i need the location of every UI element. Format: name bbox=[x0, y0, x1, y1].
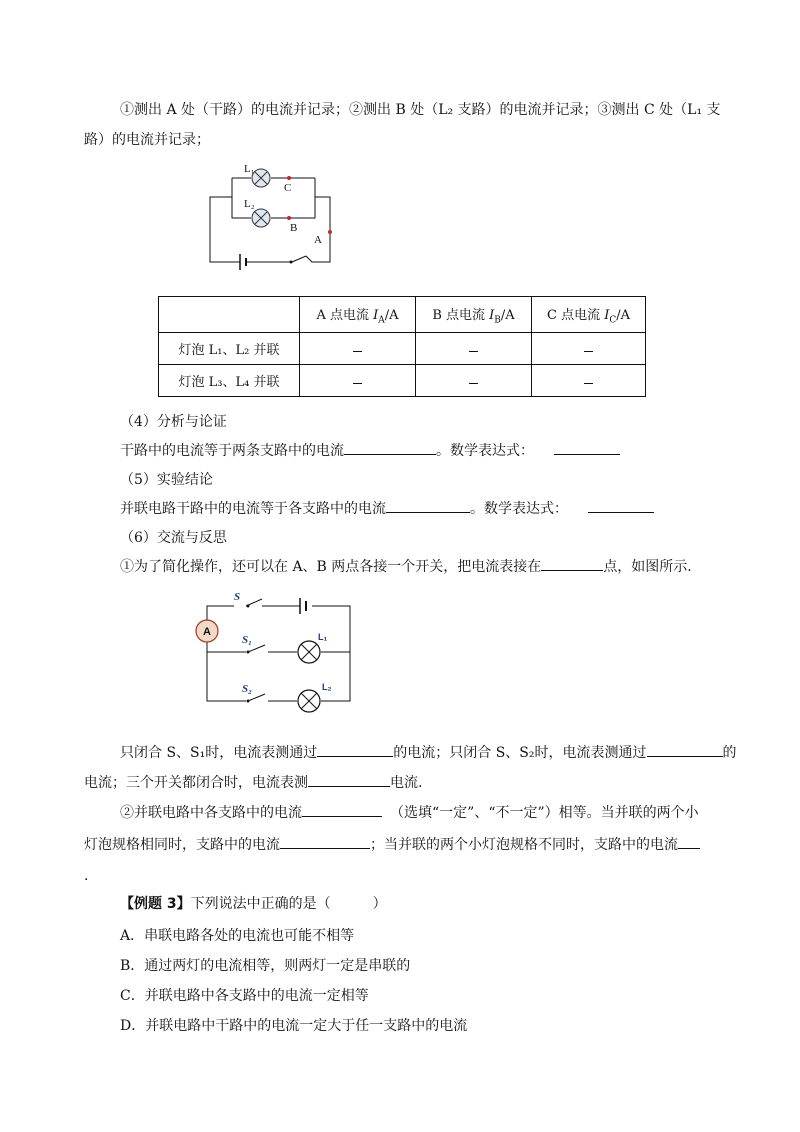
step-text-line2: 路）的电流并记录； bbox=[84, 132, 210, 148]
lamp-l2-icon bbox=[298, 690, 320, 712]
example3-option-d[interactable]: D．并联电路中干路中的电流一定大于任一支路中的电流 bbox=[120, 1018, 468, 1034]
table-header-cell: B 点电流 $I_B/A$ bbox=[416, 297, 532, 333]
table-row-label: 灯泡 L₁、L₂ 并联 bbox=[159, 333, 300, 365]
lamp-l1-icon bbox=[298, 641, 320, 663]
section5-title: （5）实验结论 bbox=[120, 472, 213, 488]
switch-s-label: S bbox=[234, 591, 241, 603]
q2-line3: . bbox=[84, 868, 89, 884]
q1-cont-line1: 只闭合 S、S₁时，电流表测通过 的电流；只闭合 S、S₂时，电流表测通过 的 bbox=[120, 742, 737, 763]
step-text-line1: ①测出 A 处（干路）的电流并记录；②测出 B 处（L₂ 支路）的电流并记录；③测出 C 处（L₁ 支 bbox=[120, 102, 721, 118]
section4-title: （4）分析与论证 bbox=[120, 414, 227, 430]
answer-blank[interactable] bbox=[678, 834, 700, 849]
label-a: A bbox=[314, 234, 322, 246]
answer-blank[interactable] bbox=[302, 802, 382, 817]
example3-stem: 【例题 3】下列说法中正确的是（ ） bbox=[120, 896, 387, 912]
lamp-l1-label: L₁ bbox=[318, 632, 328, 642]
section6-title: （6）交流与反思 bbox=[120, 530, 227, 546]
label-c: C bbox=[284, 182, 292, 194]
table-row-label: 灯泡 L₃、L₄ 并联 bbox=[159, 365, 300, 397]
label-l1: L₁ bbox=[244, 163, 255, 175]
table-header-cell: A 点电流 $I_A/A$ bbox=[300, 297, 416, 333]
example3-option-b[interactable]: B．通过两灯的电流相等，则两灯一定是串联的 bbox=[120, 958, 411, 974]
label-b: B bbox=[290, 222, 298, 234]
q1-cont-line2: 电流；三个开关都闭合时，电流表测 电流. bbox=[84, 772, 422, 793]
q2-line1: ②并联电路中各支路中的电流 （选填“一定”、“不一定”）相等。当并联的两个小 bbox=[120, 802, 699, 823]
section5-text: 并联电路干路中的电流等于各支路中的电流 。数学表达式： bbox=[120, 498, 654, 519]
ammeter-label: A bbox=[203, 626, 211, 638]
q2-line2: 灯泡规格相同时，支路中的电流 ；当并联的两个小灯泡规格不同时，支路中的电流 bbox=[84, 834, 700, 855]
switch-s1-label: S₁ bbox=[242, 634, 252, 646]
answer-blank[interactable] bbox=[647, 742, 723, 757]
example3-option-c[interactable]: C．并联电路中各支路中的电流一定相等 bbox=[120, 988, 369, 1004]
section4-text: 干路中的电流等于两条支路中的电流 。数学表达式： bbox=[120, 440, 620, 461]
section6-q1: ①为了简化操作，还可以在 A、B 两点各接一个开关，把电流表接在 点，如图所示. bbox=[120, 556, 692, 577]
answer-blank[interactable] bbox=[280, 834, 370, 849]
lamp-l2-label: L₂ bbox=[322, 682, 332, 692]
example3-tag: 【例题 3】 bbox=[120, 896, 191, 912]
table-header-cell: C 点电流 $I_C/A$ bbox=[532, 297, 646, 333]
answer-blank[interactable] bbox=[317, 742, 393, 757]
answer-blank[interactable] bbox=[308, 772, 390, 787]
switch-s2-label: S₂ bbox=[242, 683, 252, 695]
example3-option-a[interactable]: A．串联电路各处的电流也可能不相等 bbox=[120, 928, 355, 944]
label-l2: L₂ bbox=[244, 198, 255, 210]
ammeter-icon bbox=[196, 620, 218, 642]
